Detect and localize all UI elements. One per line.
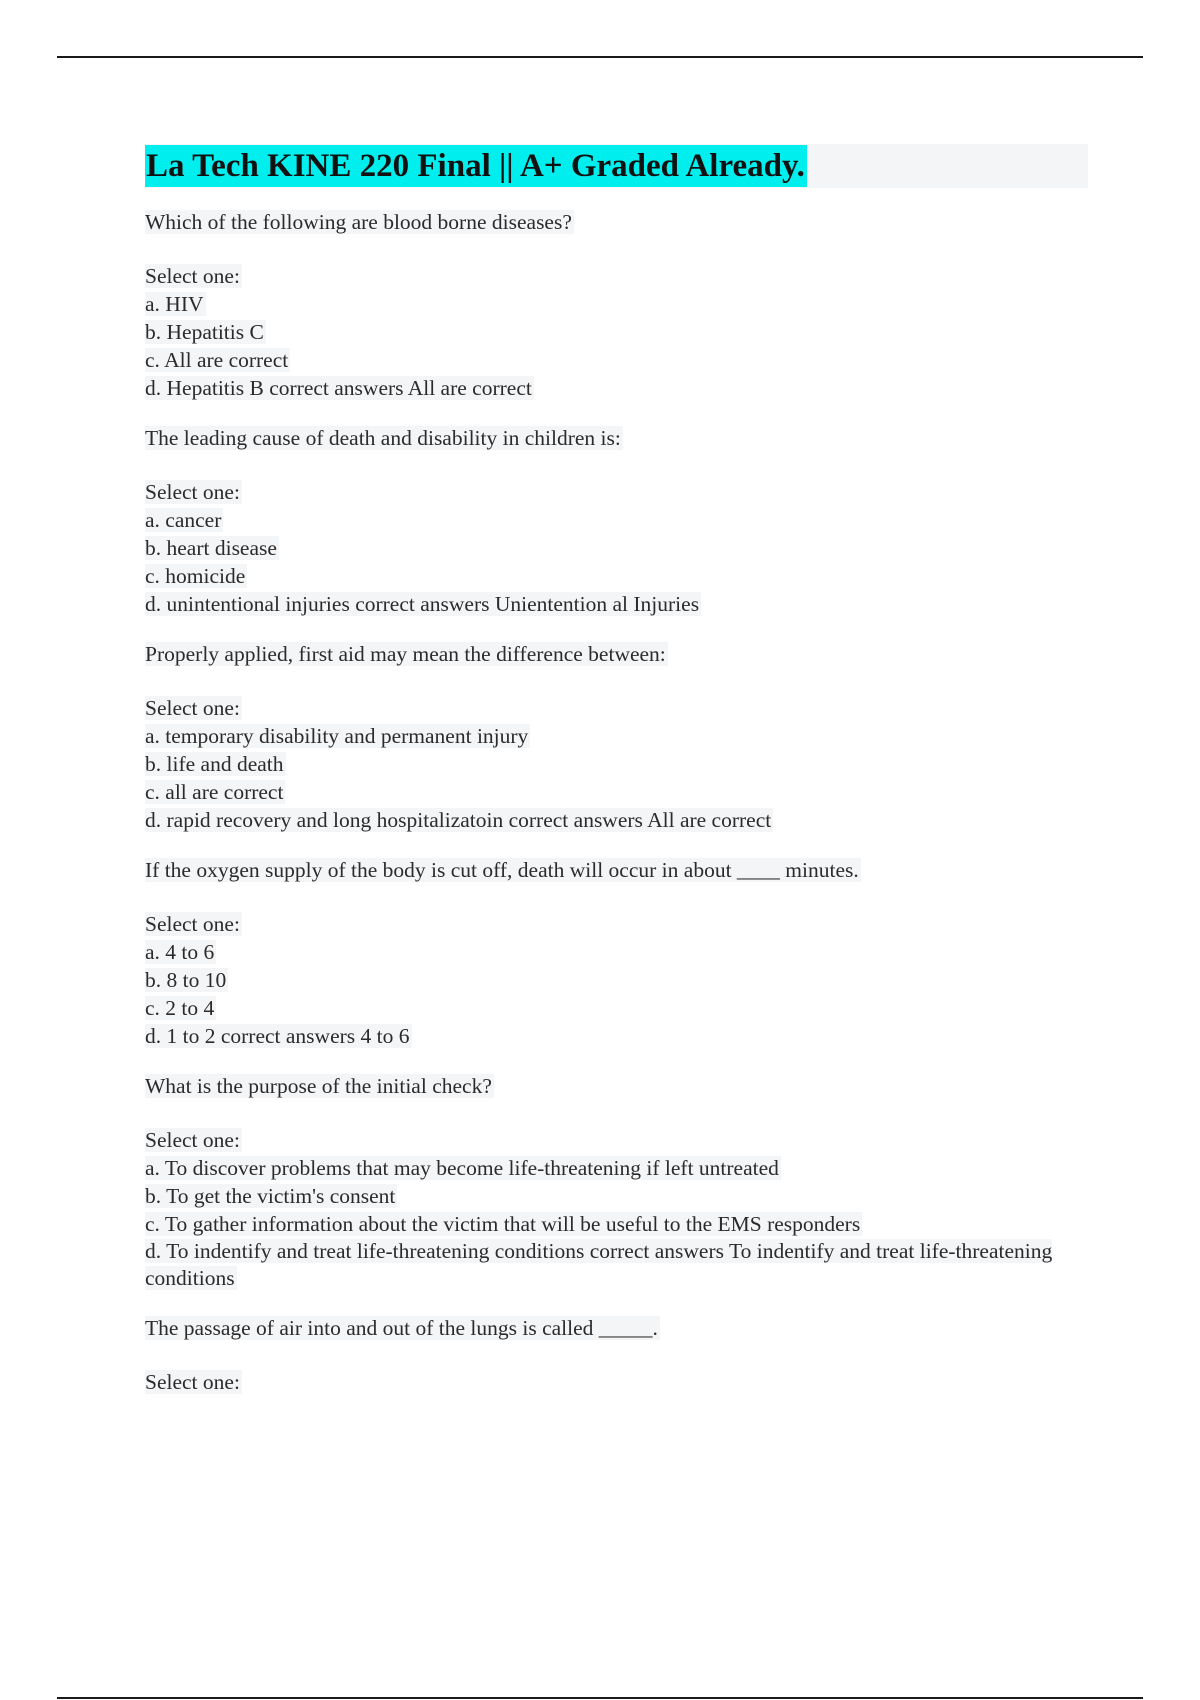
answer-option: a. HIV (145, 292, 204, 316)
answer-option: b. To get the victim's consent (145, 1184, 396, 1208)
question-block-4 (145, 856, 1090, 1050)
answer-option: b. Hepatitis C (145, 320, 264, 344)
question-block-1 (145, 208, 1090, 402)
question-text: Properly applied, first aid may mean the difference between: (145, 642, 666, 666)
question-text: If the oxygen supply of the body is cut off, death will occur in about ____ minutes. (145, 858, 859, 882)
answer-option: d. rapid recovery and long hospitalizatoin correct answers All are correct (145, 808, 772, 832)
answer-option: b. heart disease (145, 536, 277, 560)
select-label: Select one: (145, 1370, 240, 1394)
select-label: Select one: (145, 912, 240, 936)
document-body (145, 144, 1090, 1396)
answer-option: d. To indentify and treat life-threatening conditions correct answers To indentify and treat life-threatening conditions (145, 1239, 1053, 1290)
answer-option: c. All are correct (145, 348, 289, 372)
answer-option: a. To discover problems that may become life-threatening if left untreated (145, 1156, 779, 1180)
answer-option: c. homicide (145, 564, 246, 588)
select-label: Select one: (145, 1128, 240, 1152)
question-text: Which of the following are blood borne diseases? (145, 210, 572, 234)
answer-option: a. temporary disability and permanent injury (145, 724, 529, 748)
answer-option: c. 2 to 4 (145, 996, 215, 1020)
question-block-2 (145, 424, 1090, 618)
answer-option: b. life and death (145, 752, 284, 776)
question-block-6 (145, 1314, 1090, 1396)
answer-option: d. Hepatitis B correct answers All are correct (145, 376, 532, 400)
answer-option: d. unintentional injuries correct answers Unientention al Injuries (145, 592, 700, 616)
answer-option: c. To gather information about the victim that will be useful to the EMS responders (145, 1212, 861, 1236)
document-title: La Tech KINE 220 Final || A+ Graded Already. (145, 145, 807, 187)
answer-option: a. cancer (145, 508, 222, 532)
bottom-rule (57, 1697, 1143, 1699)
question-text: What is the purpose of the initial check? (145, 1074, 492, 1098)
answer-option: a. 4 to 6 (145, 940, 215, 964)
answer-option: d. 1 to 2 correct answers 4 to 6 (145, 1024, 410, 1048)
question-block-5 (145, 1072, 1090, 1292)
answer-option: c. all are correct (145, 780, 284, 804)
question-text: The passage of air into and out of the lungs is called _____. (145, 1316, 658, 1340)
select-label: Select one: (145, 480, 240, 504)
select-label: Select one: (145, 264, 240, 288)
question-block-3 (145, 640, 1090, 834)
top-rule (57, 56, 1143, 58)
title-row (145, 144, 1088, 188)
answer-option: b. 8 to 10 (145, 968, 227, 992)
select-label: Select one: (145, 696, 240, 720)
question-text: The leading cause of death and disability in children is: (145, 426, 621, 450)
